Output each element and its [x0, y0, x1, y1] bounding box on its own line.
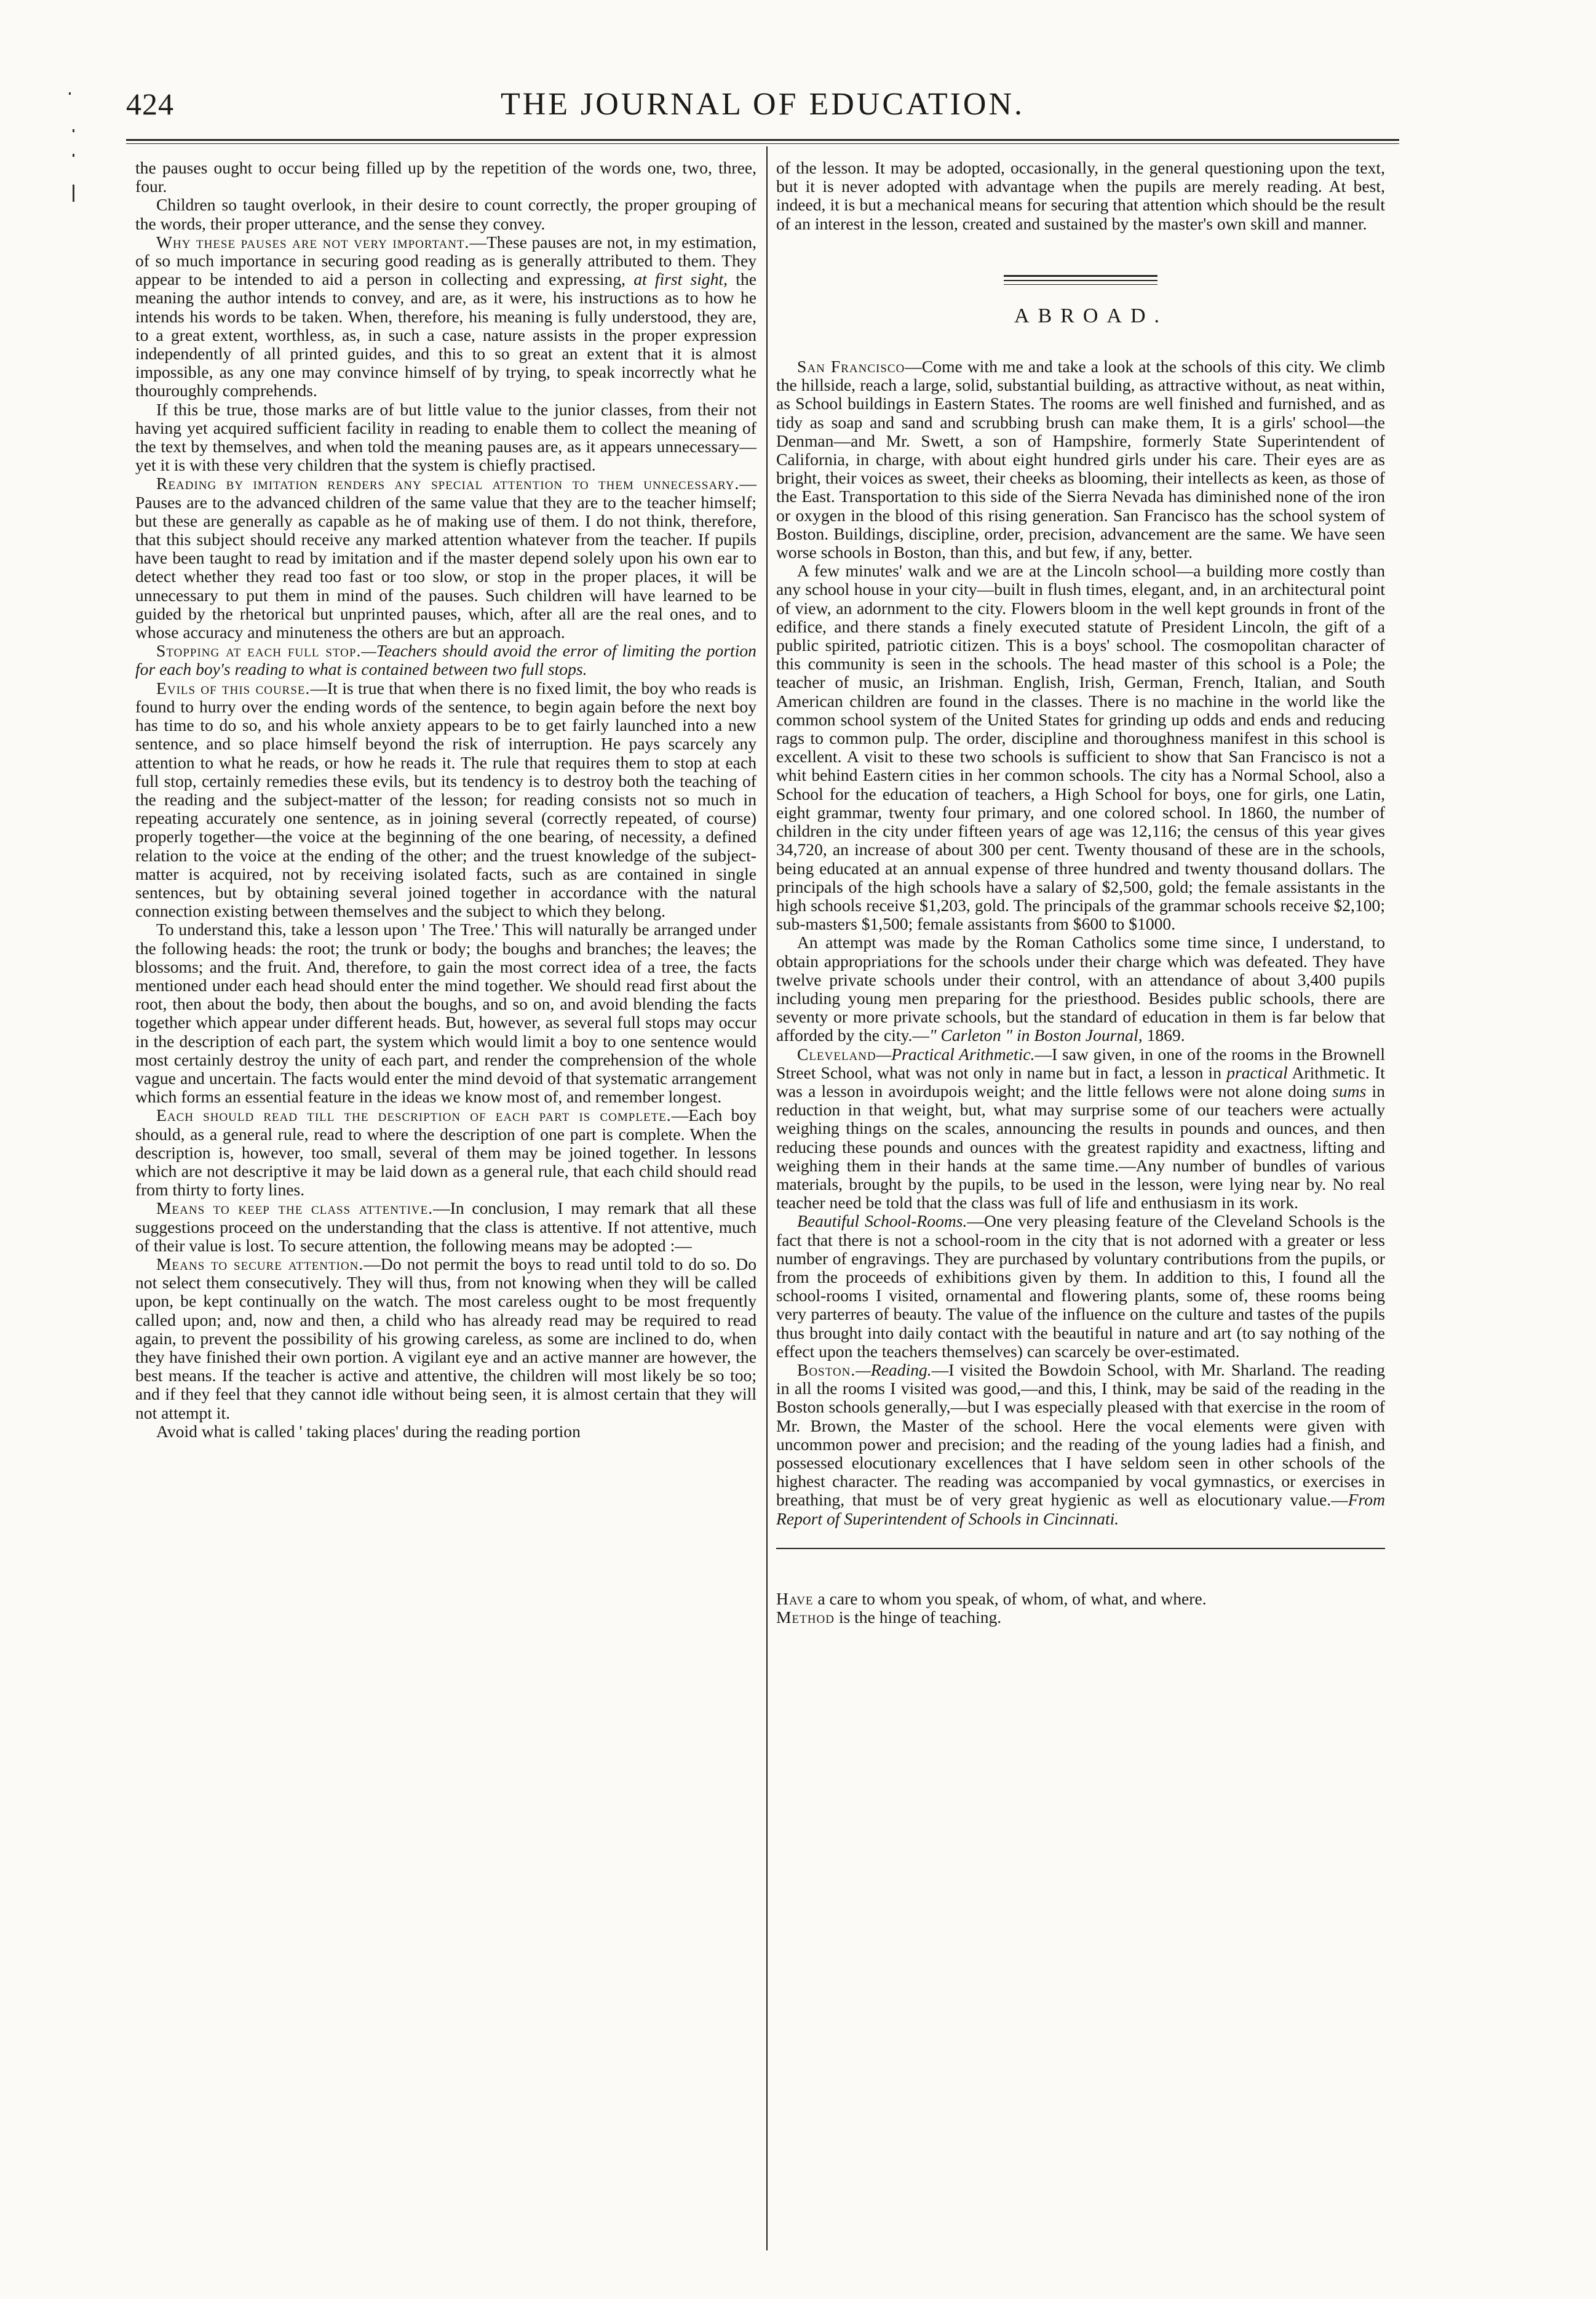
paragraph: Boston.—Reading.—I visited the Bowdoin School, with Mr. Sharland. The reading in all the rooms I visited was good,—and this, I think, may be said of the reading in the Boston schools generally,—but I was especially pleased with that exercise in the room of Mr. Brown, the Master of the school. Here the vocal elements were given with uncommon power and precision; and the reading of the young ladies had a finish, and possessed elocutionary excellences that I have seldom seen in other schools of the highest character. The reading was accompanied by vocal gymnastics, or exercises in breathing, that must be of very great hygienic as well as elocutionary value.—From Report of Superintendent of Schools in Cincinnati. [776, 1360, 1385, 1528]
section-heading: San Francisco [797, 357, 905, 377]
paragraph: Cleveland—Practical Arithmetic.—I saw given, in one of the rooms in the Brownell Street School, what was not only in name but in fact, a lesson in practical Arithmetic. It was a lesson in avoirdupois weight; and the little fellows were not alone doing sums in reduction in that weight, but, what may surprise some of our teachers were actually weighing things on the scales, announcing the results in pounds and ounces, and then reducing these pounds and ounces with the greatest rapidity and exactness, lifting and weighing them in their hands at the same time.—Any number of bundles of various materials, brought by the pupils, to be used in the lesson, were lying near by. No real teacher need be told that the class was full of life and enthusiasm in its work. [776, 1044, 1385, 1213]
page-number: 424 [126, 87, 174, 121]
section-heading: Cleveland [797, 1044, 876, 1064]
paragraph: A few minutes' walk and we are at the Lincoln school—a building more costly than any school house in your city—built in flush times, elegant, and, in an architectural point of view, an adornment to the city. Flowers bloom in the well kept grounds in front of the edifice, and there stands a finely executed statute of President Lincoln, the gift of a public spirited, patriotic citizen. This is a boys' school. The cosmopolitan character of this community is seen in the schools. The head master of this school is a Pole; the teacher of music, an Irishman. English, Irish, German, French, Italian, and South American children are found in the classes. There is no machine in the world like the common school system of the United States for grinding up odds and ends and reducing rags to common pulp. The order, discipline and thoroughness manifest in this school is excellent. A visit to these two schools is sufficient to show that San Francisco is not a whit behind Eastern cities in her common schools. The city has a Normal School, also a School for the education of teachers, a High School for boys, one for girls, one Latin, eight grammar, twenty four primary, and one colored school. In 1860, the number of children in the city under fifteen years of age was 12,116; the census of this year gives 34,720, an increase of about 300 per cent. Twenty thousand of these are in the schools, being educated at an annual expense of three hundred and twenty thousand dollars. The principals of the high schools have a salary of $2,500, gold; the female assistants in the high schools receive $1,203, gold. The principals of the grammar schools receive $2,100; sub-masters $1,500; female assistants from $600 to $1000. [776, 561, 1385, 934]
left-column [135, 159, 756, 1441]
paragraph: Beautiful School-Rooms.—One very pleasing feature of the Cleveland Schools is the fact that there is not a school-room in the city that is not adorned with a greater or less number of engravings. They are purchased by voluntary contributions from the pupils, or from the proceeds of exhibitions given by them. In addition to this, I found all the school-rooms I visited, ornamental and flowering plants, some of, these rooms being very parterres of beauty. The value of the influence on the culture and tastes of the pupils thus brought into daily contact with the beautiful in nature and art (to say nothing of the effect upon the teachers themselves) can scarcely be over-estimated. [776, 1211, 1385, 1361]
paragraph: Means to keep the class attentive.—In conclusion, I may remark that all these suggestions proceed on the understanding that the class is attentive. If not attentive, much of their value is lost. To secure attention, the following means may be adopted :— [135, 1198, 756, 1255]
paragraph: of the lesson. It may be adopted, occasionally, in the general questioning upon the text, but it is never adopted with advantage when the pupils are merely reading. At best, indeed, it is but a mechanical means for securing that attention which should be the result of an interest in the lesson, created and sustained by the master's own skill and manner. [776, 158, 1385, 233]
column-divider [766, 146, 768, 2250]
section-heading: Means to keep the class attentive. [156, 1198, 434, 1218]
paragraph: Children so taught overlook, in their desire to count correctly, the proper grouping of the words, their proper utterance, and the sense they convey. [135, 195, 756, 233]
paragraph: San Francisco—Come with me and take a look at the schools of this city. We climb the hillside, reach a large, solid, substantial building, as attractive without, as neat within, as School buildings in Eastern States. The rooms are well finished and furnished, and as tidy as soap and sand and scrubbing brush can make them, It is a girls' school—the Denman—and Mr. Swett, a son of Hampshire, formerly State Superintendent of California, in charge, with about eight hundred girls under his care. Their eyes are as bright, their voices as sweet, their cheeks as blooming, their intellects as keen, as those of the East. Transportation to this side of the Sierra Nevada has diminished none of the iron or oxygen in the blood of this rising generation. San Francisco has the school system of Boston. Buildings, discipline, order, precision, advancement are the same. We have seen worse schools in Boston, than this, and but few, if any, better. [776, 357, 1385, 562]
section-heading: Boston. [797, 1360, 856, 1379]
maxim: Method is the hinge of teaching. [776, 1608, 1002, 1627]
paragraph: An attempt was made by the Roman Catholics some time since, I understand, to obtain appropriations for the schools under their charge which was defeated. They have twelve private schools under their control, with an attendance of about 3,400 pupils including young men preparing for the priesthood. Besides public schools, there are seventy or more private schools, but the standard of education in them is far below that afforded by the city.—" Carleton " in Boston Journal, 1869. [776, 933, 1385, 1045]
paragraph: the pauses ought to occur being filled up by the repetition of the words one, two, three, four. [135, 158, 756, 196]
margin-mark-1 [73, 129, 74, 132]
paragraph: Each should read till the description of each part is complete.—Each boy should, as a general rule, read to where the description of one part is complete. When the description is, however, too small, several of them may be joined together. In lessons which are not descriptive it may be laid down as a general rule, that each child should read from thirty to forty lines. [135, 1106, 756, 1200]
section-heading: Means to secure attention. [156, 1254, 364, 1273]
page-header [126, 86, 1399, 135]
section-heading: Stopping at each full stop. [156, 641, 362, 661]
section-heading: Each should read till the description of each part is complete. [156, 1106, 672, 1125]
header-rule-thin [126, 143, 1399, 144]
paragraph: Reading by imitation renders any special attention to them unnecessary.—Pauses are to the advanced children of the same value that they are to the teacher himself; but these are generally as capable as he of making use of them. I do not think, therefore, that this subject should receive any marked attention whatever from the teacher. If pupils have been taught to read by imitation and if the master depend solely upon his own ear to detect whether they read too fast or too slow, or stop in the proper places, it will be unnecessary to put them in mind of the pauses. Such children will have learned to be guided by the rhetorical but unprinted pauses, which, after all are the real ones, and to whose accuracy and minuteness the others are but an approach. [135, 474, 756, 642]
section-divider [776, 233, 1385, 307]
section-heading: Evils of this course. [156, 678, 311, 698]
paragraph: Avoid what is called ' taking places' during the reading portion [156, 1421, 581, 1441]
margin-mark-2 [73, 154, 74, 157]
maxim: Have a care to whom you speak, of whom, of what, and where. [776, 1588, 1207, 1608]
section-heading: Reading by imitation renders any special attention to them unnecessary. [156, 474, 740, 493]
paragraph: If this be true, those marks are of but little value to the junior classes, from their not having yet acquired sufficient facility in reading to enable them to collect the meaning of the text by themselves, and when told the meaning pauses are, as it appears unnecessary—yet it is with these very children that the system is chiefly practised. [135, 399, 756, 475]
maxims-divider [776, 1528, 1385, 1565]
paragraph: Means to secure attention.—Do not permit the boys to read until told to do so. Do not select them consecutively. They will thus, from not knowing when they will be called upon, be kept continually on the watch. The most careless ought to be most frequently called upon; and, now and then, a child who has already read may be required to read again, to prevent the possibility of his growing careless, as some are inclined to do, when they have finished their own portion. A vigilant eye and an active manner are however, the best means. If the teacher is active and attentive, the children will most likely be so too; and if they feel that they cannot idle without being seen, it is almost certain that they will not attempt it. [135, 1254, 756, 1422]
paragraph: To understand this, take a lesson upon ' The Tree.' This will naturally be arranged under the following heads: the root; the trunk or body; the boughs and branches; the leaves; the blossoms; and the fruit. And, therefore, to gain the most correct idea of a tree, the facts mentioned under each head should enter the mind together. We should read first about the root, then about the body, then about the boughs, and so on, and avoid blending the facts together which appear under different heads. But, however, as several full stops may occur in the description of each part, the system which would limit a boy to one sentence would most certainly destroy the unity of each part, and render the comprehension of the whole vague and uncertain. The facts would enter the mind devoid of that systematic arrangement which forms an essential feature in the ideas we know most of, and remember longest. [135, 920, 756, 1107]
margin-mark-3 [73, 185, 74, 202]
paragraph: Why these pauses are not very important.—These pauses are not, in my estimation, of so much importance in securing good reading as is generally attributed to them. They appear to be intended to aid a person in collecting and expressing, at first sight, the meaning the author intends to convey, and are, as it were, his instructions as to how he intends his words to be taken. When, therefore, his meaning is fully understood, they are, to a great extent, worthless, as, in such a case, nature assists in the proper expression independently of all printed guides, and this to so great an extent that it is almost impossible, as any one may convince himself of by trying, to speak incorrectly what he thouroughly comprehends. [135, 232, 756, 400]
right-column [776, 159, 1385, 1627]
margin-mark-top [69, 92, 71, 95]
journal-title: THE JOURNAL OF EDUCATION. [500, 87, 1025, 122]
section-title-abroad: ABROAD. [1014, 304, 1169, 327]
section-heading: Beautiful School-Rooms. [797, 1211, 967, 1231]
section-heading: Why these pauses are not very important. [156, 232, 470, 252]
header-rule [126, 139, 1399, 141]
paragraph: Evils of this course.—It is true that when there is no fixed limit, the boy who reads is found to hurry over the ending words of the sentence, to begin again before the next boy has time to do so, and his whole anxiety appears to be to get fairly launched into a new sentence, and so place himself beyond the risk of interruption. He pays scarcely any attention to what he reads, or how he reads it. The rule that requires them to stop at each full stop, certainly remedies these evils, but its tendency is to destroy both the teaching of the reading and the subject-matter of the lesson; for reading consists not so much in repeating accurately one sentence, as in joining several (correctly repeated, of course) properly together—the voice at the beginning of the one bearing, of necessity, a defined relation to the voice at the ending of the other; and the truest knowledge of the subject-matter is acquired, not by receiving isolated facts, such as are contained in single sentences, but by obtaining several joined together in accordance with the natural connection existing between themselves and the subject to which they belong. [135, 678, 757, 921]
paragraph: Stopping at each full stop.—Teachers should avoid the error of limiting the portion for each boy's reading to what is contained between two full stops. [135, 641, 756, 679]
